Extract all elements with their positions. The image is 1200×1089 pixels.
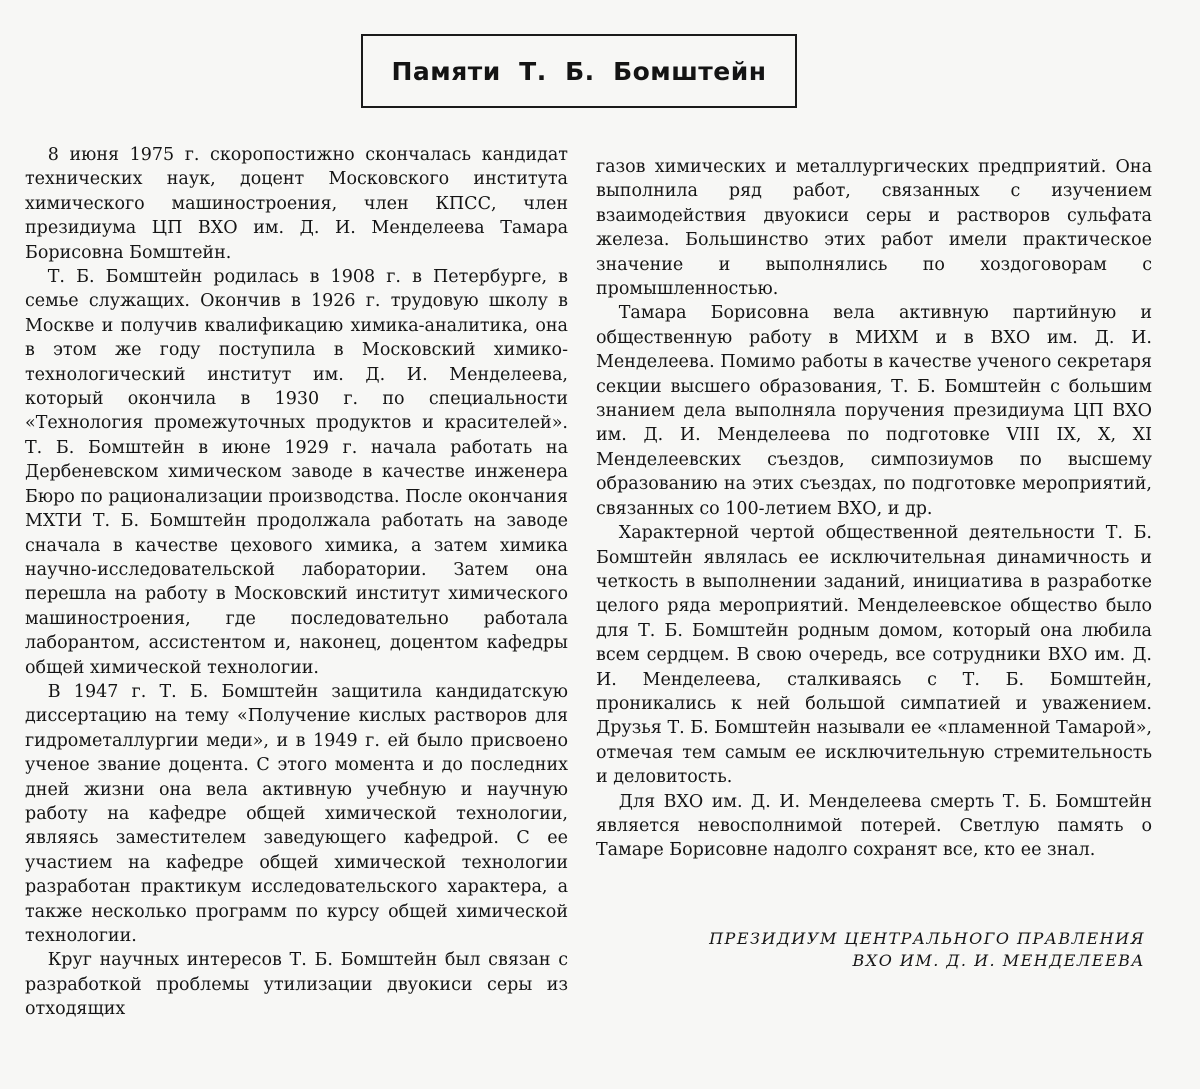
paragraph: В 1947 г. Т. Б. Бомштейн защитила кандидатскую диссертацию на тему «Получение кислых растворов для гидрометаллургии меди», и в 1949 г. ей было присвоено ученое звание доцента. С этого момента и до последних дней жизни она вела активную учебную и научную работу на кафедре общей химической технологии, являясь заместителем заведующего кафедрой. С ее участием на кафедре общей химической технологии разработан практикум исследовательского характера, а также несколько программ по курсу общей химической технологии. xyxy=(25,681,568,946)
signature-block xyxy=(709,928,1145,972)
right-column xyxy=(596,155,1152,863)
paragraph: 8 июня 1975 г. скоропостижно скончалась кандидат технических наук, доцент Московского института химического машиностроения, член КПСС, член президиума ЦП ВХО им. Д. И. Менделеева Тамара Борисовна Бомштейн. xyxy=(25,145,568,263)
left-column xyxy=(25,143,568,1022)
paragraph: Тамара Борисовна вела активную партийную и общественную работу в МИХМ и в ВХО им. Д. И. Менделеева. Помимо работы в качестве ученого секретаря секции высшего образования, Т. Б. Бомштейн с большим знанием дела выполняла поручения президиума ЦП ВХО им. Д. И. Менделеева по подготовке VIII IX, X, XI Менделеевских съездов, симпозиумов по высшему образованию на этих съездах, по подготовке мероприятий, связанных со 100-летием ВХО, и др. xyxy=(596,303,1152,519)
page-title: Памяти Т. Б. Бомштейн xyxy=(391,56,767,86)
paragraph: Для ВХО им. Д. И. Менделеева смерть Т. Б. Бомштейн является невосполнимой потерей. Светлую память о Тамаре Борисовне надолго сохранят все, кто ее знал. xyxy=(596,791,1152,861)
title-frame xyxy=(361,34,797,108)
paragraph: Т. Б. Бомштейн родилась в 1908 г. в Петербурге, в семье служащих. Окончив в 1926 г. трудовую школу в Москве и получив квалификацию химика-аналитика, она в этом же году поступила в Московский химико-технологический институт им. Д. И. Менделеева, который окончила в 1930 г. по специальности «Технология промежуточных продуктов и красителей». Т. Б. Бомштейн в июне 1929 г. начала работать на Дербеневском химическом заводе в качестве инженера Бюро по рационализации производства. После окончания МХТИ Т. Б. Бомштейн продолжала работать на заводе сначала в качестве цехового химика, а затем химика научно-исследовательской лаборатории. Затем она перешла на работу в Московский институт химического машиностроения, где последовательно работала лаборантом, ассистентом и, наконец, доцентом кафедры общей химической технологии. xyxy=(25,267,568,678)
paragraph: Круг научных интересов Т. Б. Бомштейн был связан с разработкой проблемы утилизации двуокиси серы из отходящих xyxy=(25,950,568,1020)
signature-line: ВХО ИМ. Д. И. МЕНДЕЛЕЕВА xyxy=(852,951,1145,970)
paragraph: газов химических и металлургических предприятий. Она выполнила ряд работ, связанных с изучением взаимодействия двуокиси серы и растворов сульфата железа. Большинство этих работ имели практическое значение и выполнялись по хоздоговорам с промышленностью. xyxy=(596,157,1152,300)
paragraph: Характерной чертой общественной деятельности Т. Б. Бомштейн являлась ее исключительная динамичность и четкость в выполнении заданий, инициатива в разработке целого ряда мероприятий. Менделеевское общество было для Т. Б. Бомштейн родным домом, который она любила всем сердцем. В свою очередь, все сотрудники ВХО им. Д. И. Менделеева, сталкиваясь с Т. Б. Бомштейн, проникались к ней большой симпатией и уважением. Друзья Т. Б. Бомштейн называли ее «пламенной Тамарой», отмечая тем самым ее исключительную стремительность и деловитость. xyxy=(596,523,1152,788)
signature-line: ПРЕЗИДИУМ ЦЕНТРАЛЬНОГО ПРАВЛЕНИЯ xyxy=(709,929,1145,948)
